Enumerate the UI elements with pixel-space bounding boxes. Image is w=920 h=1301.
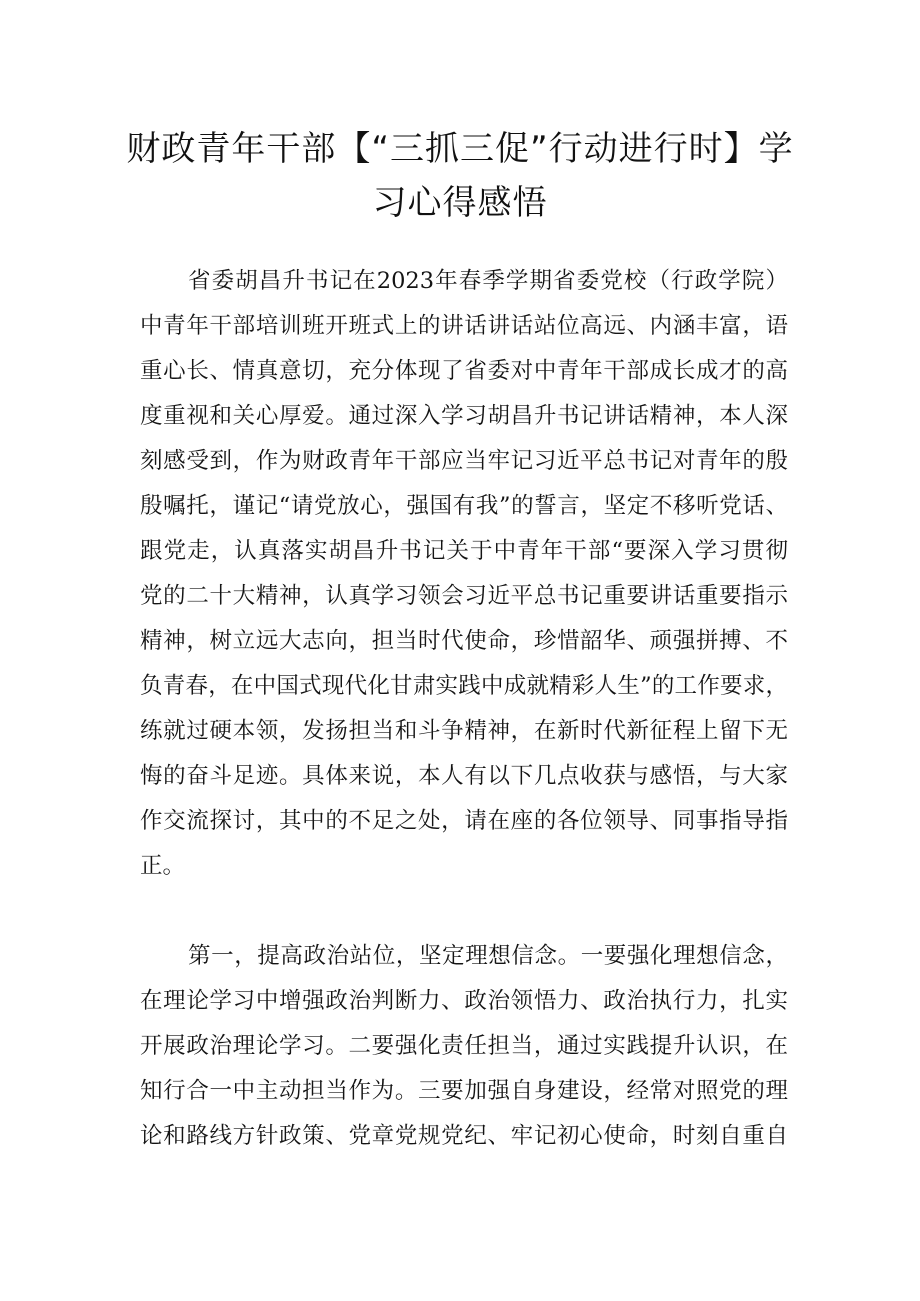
- paragraph-line: 正。: [140, 853, 186, 879]
- paragraph-line: 知行合一中主动担当作为。三要加强自身建设，经常对照党的理: [140, 1078, 788, 1104]
- paragraph-line: 在理论学习中增强政治判断力、政治领悟力、政治执行力，扎实: [140, 988, 788, 1014]
- paragraph-line: 精神，树立远大志向，担当时代使命，珍惜韶华、顽强拼搏、不: [140, 628, 788, 654]
- paragraph-line: 负青春，在中国式现代化甘肃实践中成就精彩人生”的工作要求，: [140, 673, 788, 699]
- paragraph-line: 第一，提高政治站位，坚定理想信念。一要强化理想信念，: [188, 943, 788, 969]
- paragraph-line: 跟党走，认真落实胡昌升书记关于中青年干部“要深入学习贯彻: [140, 538, 788, 564]
- paragraph-line: 殷嘱托，谨记“请党放心，强国有我”的誓言，坚定不移听党话、: [140, 493, 788, 519]
- paragraph-line: 论和路线方针政策、党章党规党纪、牢记初心使命，时刻自重自: [140, 1123, 788, 1149]
- paragraph-line: 中青年干部培训班开班式上的讲话讲话站位高远、内涵丰富，语: [140, 313, 788, 339]
- paragraph-line: 度重视和关心厚爱。通过深入学习胡昌升书记讲话精神，本人深: [140, 403, 788, 429]
- paragraph-line: 党的二十大精神，认真学习领会习近平总书记重要讲话重要指示: [140, 583, 788, 609]
- paragraph-line: 刻感受到，作为财政青年干部应当牢记习近平总书记对青年的殷: [140, 448, 788, 474]
- paragraph-2: [140, 934, 788, 1159]
- title-line-2: 习心得感悟: [372, 183, 548, 223]
- paragraph-line: 开展政治理论学习。二要强化责任担当，通过实践提升认识，在: [140, 1033, 788, 1059]
- paragraph-line: 作交流探讨，其中的不足之处，请在座的各位领导、同事指导指: [140, 808, 788, 834]
- paragraph-line: 重心长、情真意切，充分体现了省委对中青年干部成长成才的高: [140, 358, 788, 384]
- paragraph-line: 悔的奋斗足迹。具体来说，本人有以下几点收获与感悟，与大家: [140, 763, 788, 789]
- document-title: [120, 122, 800, 230]
- paragraph-line: 练就过硬本领，发扬担当和斗争精神，在新时代新征程上留下无: [140, 718, 788, 744]
- paragraph-1: [140, 259, 788, 889]
- paragraph-line: 省委胡昌升书记在2023年春季学期省委党校（行政学院）: [188, 268, 788, 294]
- title-line-1: 财政青年干部【“三抓三促”行动进行时】学: [126, 129, 794, 169]
